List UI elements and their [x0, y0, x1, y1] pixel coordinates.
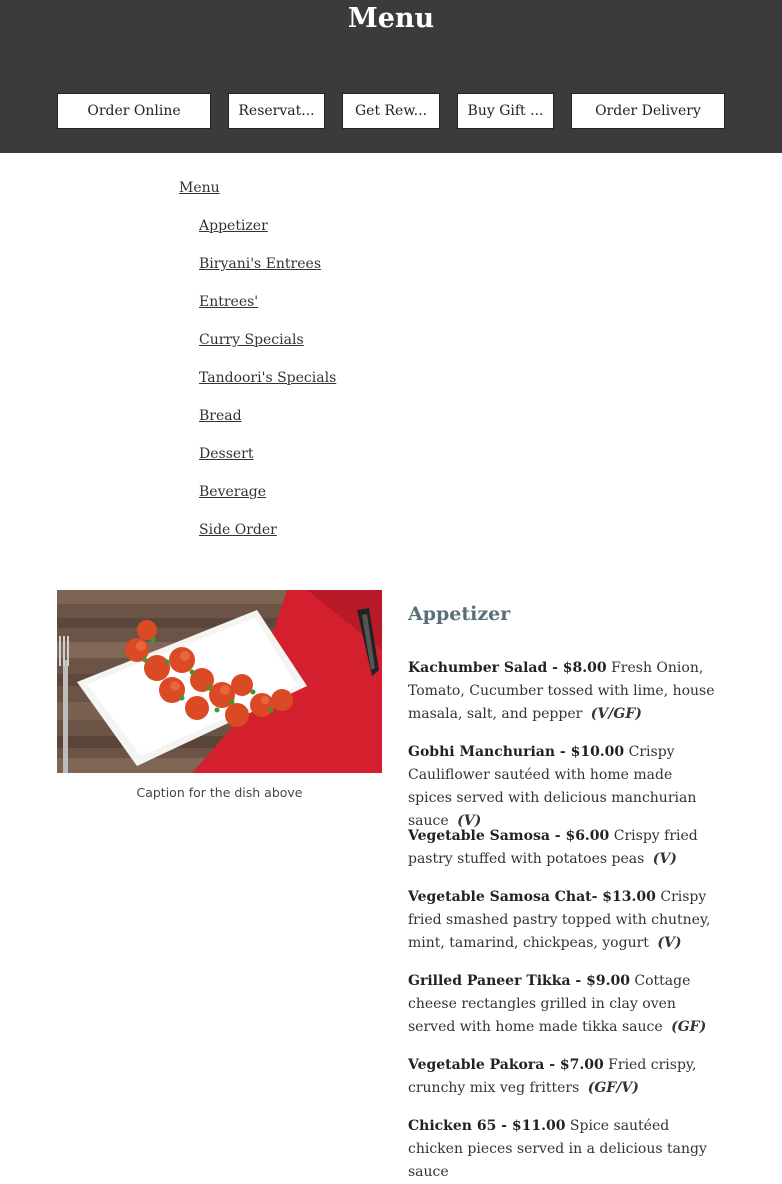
menu-item-description: Crispy fried smashed pastry topped with chutney, mint, tamarind, chickpeas, yogurt	[408, 889, 711, 951]
order-delivery-button[interactable]: Order Delivery	[571, 93, 725, 129]
dietary-tag: (V)	[457, 813, 482, 829]
menu-item	[408, 1054, 718, 1100]
order-online-button[interactable]: Order Online	[57, 93, 211, 129]
menu-item-name: Vegetable Samosa - $6.00	[408, 828, 610, 844]
menu-item-name: Grilled Paneer Tikka - $9.00	[408, 973, 630, 989]
menu-item-name: Kachumber Salad - $8.00	[408, 660, 607, 676]
nav-item-biryanis-entrees[interactable]: Biryani's Entrees	[199, 256, 322, 272]
menu-item-name: Vegetable Pakora - $7.00	[408, 1057, 604, 1073]
menu-item	[408, 825, 718, 871]
menu-item-description: Fried crispy, crunchy mix veg fritters	[408, 1057, 697, 1096]
menu-item	[408, 1115, 718, 1184]
dietary-tag: (V)	[652, 851, 677, 867]
dish-photo	[57, 590, 382, 773]
menu-item-name: Vegetable Samosa Chat- $13.00	[408, 889, 656, 905]
menu-item-name: Chicken 65 - $11.00	[408, 1118, 566, 1134]
header-bar	[0, 0, 782, 153]
menu-item	[408, 886, 718, 955]
dietary-tag: (V)	[657, 935, 682, 951]
nav-item-curry-specials[interactable]: Curry Specials	[199, 332, 304, 348]
dietary-tag: (V/GF)	[590, 706, 642, 722]
nav-item-side-order[interactable]: Side Order	[199, 522, 277, 538]
menu-item	[408, 970, 718, 1039]
reservations-button[interactable]: Reservat...	[228, 93, 325, 129]
menu-item-description: Spice sautéed chicken pieces served in a delicious tangy sauce	[408, 1118, 707, 1180]
nav-item-bread[interactable]: Bread	[199, 408, 242, 424]
menu-item-description: Crispy Cauliflower sautéed with home made spices served with delicious manchurian sauce	[408, 744, 697, 829]
nav-item-dessert[interactable]: Dessert	[199, 446, 254, 462]
dietary-tag: (GF/V)	[587, 1080, 639, 1096]
menu-item-description: Fresh Onion, Tomato, Cucumber tossed with lime, house masala, salt, and pepper	[408, 660, 715, 722]
page-title: Menu	[347, 3, 435, 34]
photo-caption: Caption for the dish above	[136, 785, 303, 800]
get-rewards-button[interactable]: Get Rew...	[342, 93, 440, 129]
nav-menu-root[interactable]: Menu	[179, 180, 220, 196]
menu-item-name: Gobhi Manchurian - $10.00	[408, 744, 625, 760]
nav-item-beverage[interactable]: Beverage	[199, 484, 267, 500]
nav-item-appetizer[interactable]: Appetizer	[199, 218, 268, 234]
buy-gift-card-button[interactable]: Buy Gift ...	[457, 93, 554, 129]
section-title: Appetizer	[408, 603, 511, 625]
dietary-tag: (GF)	[671, 1019, 707, 1035]
nav-item-tandooris-specials[interactable]: Tandoori's Specials	[199, 370, 337, 386]
menu-item	[408, 657, 718, 726]
menu-item-description: Crispy fried pastry stuffed with potatoes peas	[408, 828, 698, 867]
menu-item-description: Cottage cheese rectangles grilled in clay oven served with home made tikka sauce	[408, 973, 691, 1035]
nav-item-entrees[interactable]: Entrees'	[199, 294, 259, 310]
menu-item	[408, 741, 718, 833]
